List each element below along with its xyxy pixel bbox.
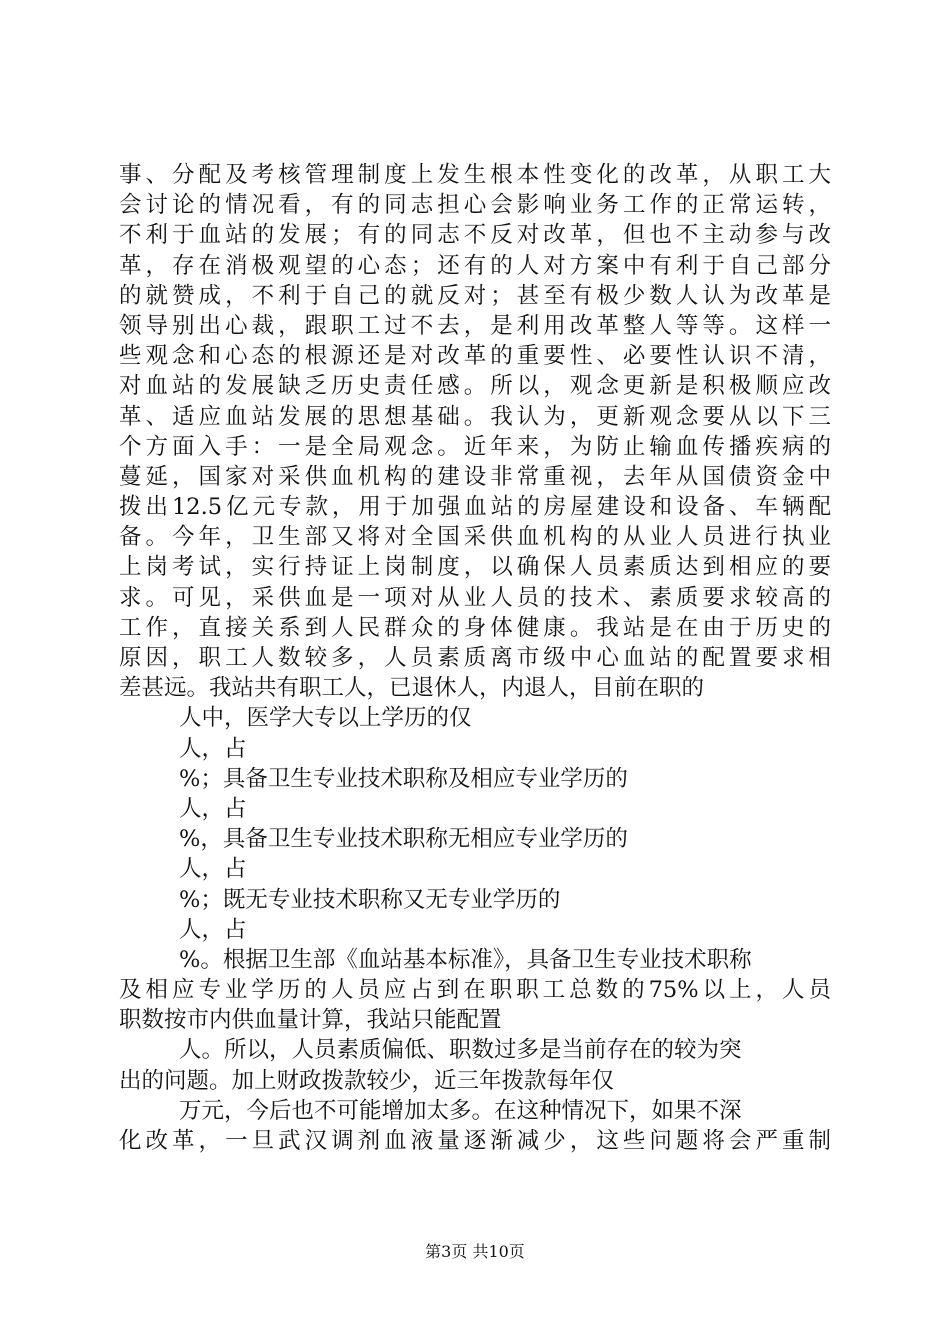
text-line: 职数按市内供血量计算，我站只能配置 — [119, 1007, 502, 1034]
text-line: 原因，职工人数较多，人员素质离市级中心血站的配置要求相 — [119, 645, 831, 671]
text-line: 会讨论的情况看，有的同志担心会影响业务工作的正常运转， — [119, 192, 831, 219]
text-line: 革，存在消极观望的心态；还有的人对方案中有利于自己部分 — [119, 252, 831, 279]
text-line: %；具备卫生专业技术职称及相应专业学历的 — [179, 765, 628, 792]
text-line: 求。可见，采供血是一项对从业人员的技术、素质要求较高的 — [119, 584, 831, 611]
text-line: %；既无专业技术职称又无专业学历的 — [179, 886, 561, 913]
text-line: 万元，今后也不可能增加太多。在这种情况下，如果不深 — [179, 1097, 742, 1124]
text-line: %，具备卫生专业技术职称无相应专业学历的 — [179, 826, 628, 853]
text-line: 蔓延，国家对采供血机构的建设非常重视，去年从国债资金中 — [119, 463, 831, 490]
text-line: 对血站的发展缺乏历史责任感。所以，观念更新是积极顺应改 — [119, 373, 831, 400]
text-line: 拨出12.5亿元专款，用于加强血站的房屋建设和设备、车辆配 — [119, 494, 831, 521]
text-line: 备。今年，卫生部又将对全国采供血机构的从业人员进行执业 — [119, 524, 831, 551]
text-line: 事、分配及考核管理制度上发生根本性变化的改革，从职工大 — [119, 162, 831, 188]
text-line: %。根据卫生部《血站基本标准》，具备卫生专业技术职称 — [179, 946, 752, 973]
text-line: 不利于血站的发展；有的同志不反对改革，但也不主动参与改 — [119, 222, 831, 249]
text-line: 上岗考试，实行持证上岗制度，以确保人员素质达到相应的要 — [119, 554, 831, 581]
text-line: 领导别出心裁，跟职工过不去，是利用改革整人等等。这样一 — [119, 312, 831, 339]
text-line: 人中，医学大专以上学历的仅 — [179, 705, 472, 732]
text-line: 的就赞成，不利于自己的就反对；甚至有极少数人认为改革是 — [119, 282, 831, 309]
text-line: 些观念和心态的根源还是对改革的重要性、必要性认识不清， — [119, 343, 831, 370]
text-line: 工作，直接关系到人民群众的身体健康。我站是在由于历史的 — [119, 614, 831, 641]
text-line: 人，占 — [179, 735, 247, 762]
text-line: 化改革，一旦武汉调剂血液量逐渐减少，这些问题将会严重制 — [119, 1128, 831, 1154]
text-line: 革、适应血站发展的思想基础。我认为，更新观念要从以下三 — [119, 403, 831, 430]
page-footer: 第3页 共10页 — [425, 1242, 525, 1261]
text-line: 人，占 — [179, 916, 247, 943]
text-line: 人，占 — [179, 856, 247, 883]
text-line: 差甚远。我站共有职工人，已退休人，内退人，目前在职的 — [119, 675, 705, 702]
text-line: 及相应专业学历的人员应占到在职职工总数的75%以上，人员 — [119, 977, 831, 1004]
body-text — [119, 160, 831, 1156]
text-line: 出的问题。加上财政拨款较少，近三年拨款每年仅 — [119, 1067, 615, 1094]
text-line: 个方面入手：一是全局观念。近年来，为防止输血传播疾病的 — [119, 433, 831, 460]
text-line: 人，占 — [179, 795, 247, 822]
text-line: 人。所以，人员素质偏低、职数过多是当前存在的较为突 — [179, 1037, 742, 1064]
